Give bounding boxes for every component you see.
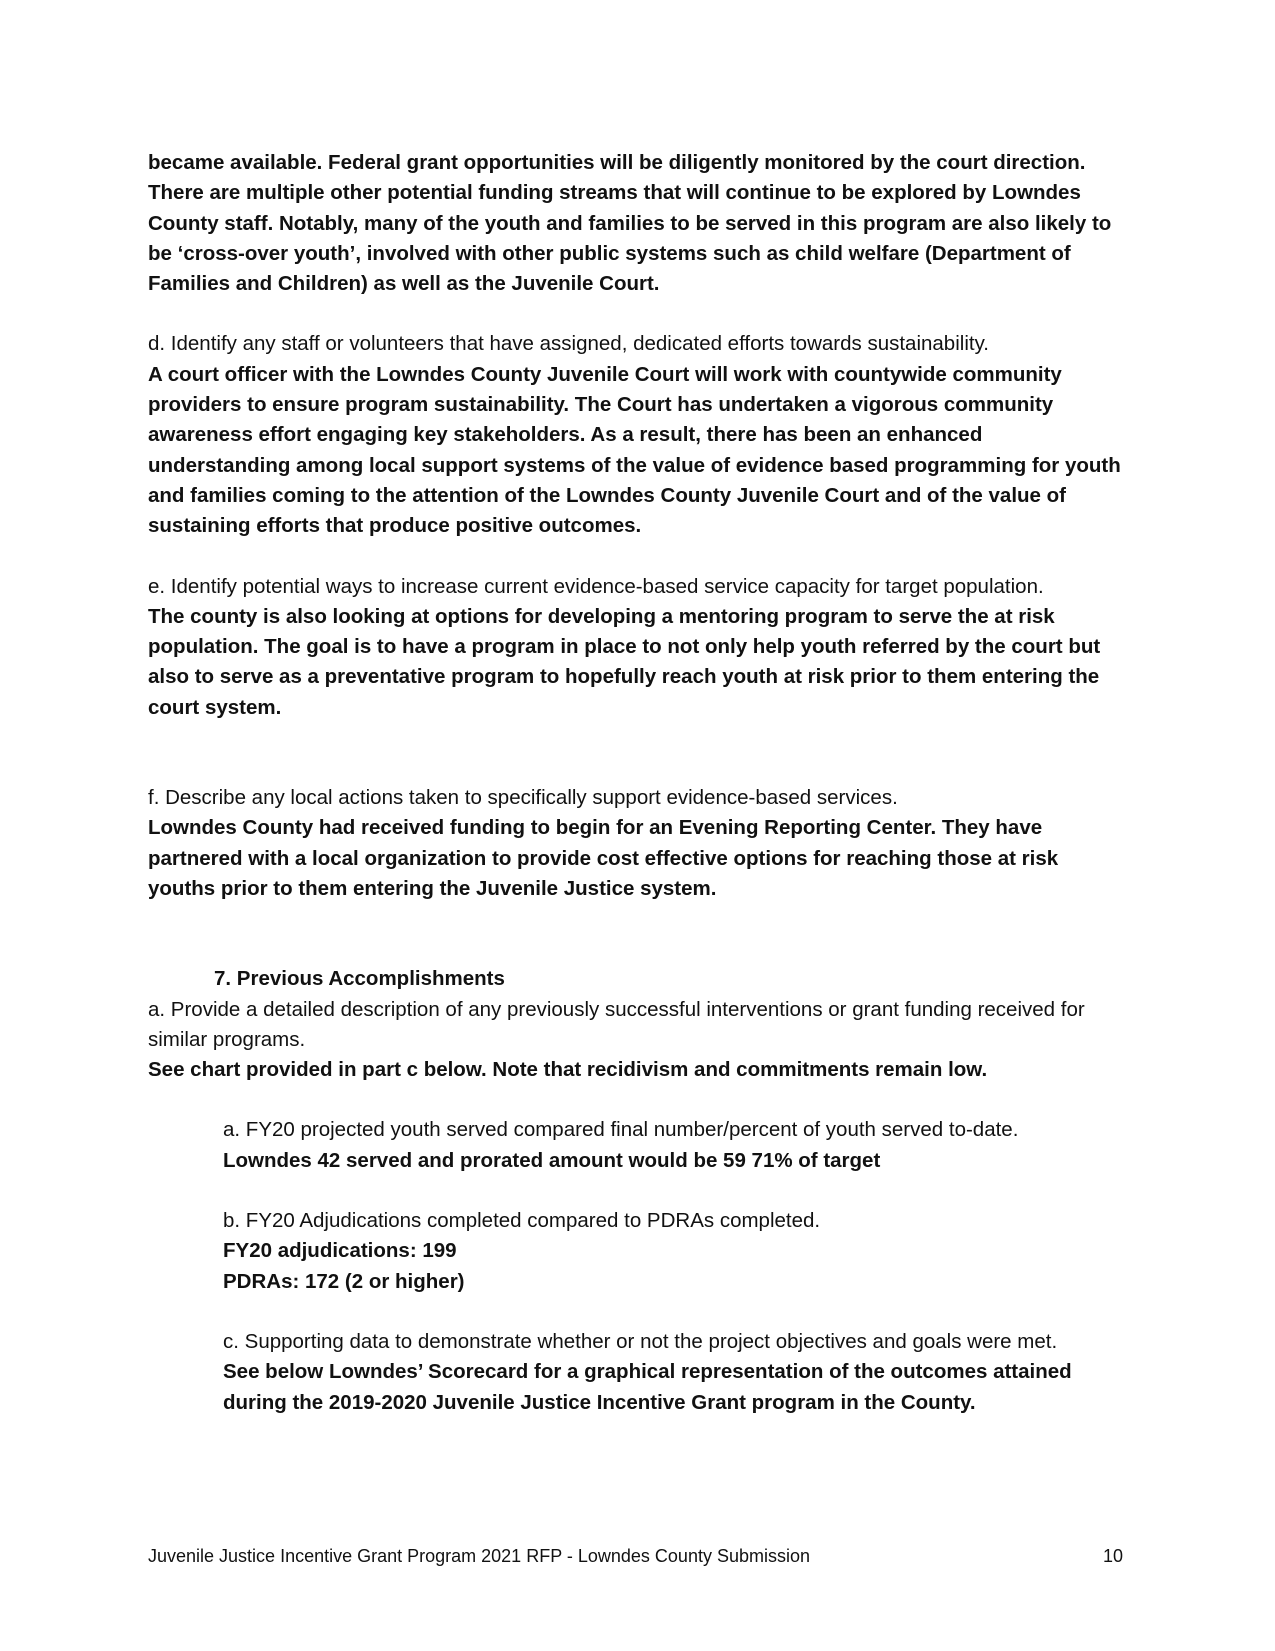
answer-d: A court officer with the Lowndes County Juvenile Court will work with countywide community providers to ensure program sustainability. The Court has undertaken a vigorous community awareness effort engaging key stakeholders. As a result, there has been an enhanced understanding among local support systems of the value of evidence based programming for youth and families coming to the attention of the Lowndes County Juvenile Court and of the value of sustaining efforts that produce positive outcomes.: [148, 362, 1121, 538]
question-7a: a. Provide a detailed description of any previously successful interventions or grant funding received for similar programs.: [148, 997, 1085, 1051]
sub-item-a: [148, 1115, 1123, 1176]
answer-e: The county is also looking at options for developing a mentoring program to serve the at risk population. The goal is to have a program in place to not only help youth referred by the court but also to serve as a preventative program to hopefully reach youth at risk prior to them entering the court system.: [148, 604, 1101, 719]
footer-text: Juvenile Justice Incentive Grant Program 2021 RFP - Lowndes County Submission: [148, 1546, 810, 1566]
sub-item-c: [148, 1327, 1123, 1418]
answer-f: Lowndes County had received funding to begin for an Evening Reporting Center. They have partnered with a local organization to provide cost effective options for reaching those at risk youths prior to them entering the Juvenile Justice system.: [148, 816, 1059, 900]
page-footer: [148, 1545, 1123, 1567]
sub-question-c: c. Supporting data to demonstrate whether or not the project objectives and goals were met.: [223, 1329, 1058, 1353]
intro-paragraph: became available. Federal grant opportunities will be diligently monitored by the court direction. There are multiple other potential funding streams that will continue to be explored by Lowndes County staff. Notably, many of the youth and families to be served in this program are also likely to be ‘cross-over youth’, involved with other public systems such as child welfare (Department of Families and Children) as well as the Juvenile Court.: [148, 151, 1112, 296]
section-heading-previous-accomplishments: 7. Previous Accomplishments: [214, 967, 505, 991]
page-number: 10: [1102, 1546, 1123, 1566]
sub-item-b: [148, 1206, 1123, 1297]
page-body: [148, 148, 1123, 1418]
sub-answer-c: See below Lowndes’ Scorecard for a graphical representation of the outcomes attained during the 2019-2020 Juvenile Justice Incentive Grant program in the County.: [223, 1360, 1072, 1414]
question-d: d. Identify any staff or volunteers that have assigned, dedicated efforts towards sustainability.: [148, 332, 989, 356]
sub-answer-b-pdras: PDRAs: 172 (2 or higher): [223, 1269, 465, 1293]
question-f: f. Describe any local actions taken to specifically support evidence-based services.: [148, 786, 898, 810]
sub-question-a: a. FY20 projected youth served compared final number/percent of youth served to-date.: [223, 1118, 1019, 1142]
answer-7a: See chart provided in part c below. Note that recidivism and commitments remain low.: [148, 1058, 988, 1082]
sub-answer-b-adjudications: FY20 adjudications: 199: [223, 1239, 457, 1263]
question-e: e. Identify potential ways to increase current evidence-based service capacity for target population.: [148, 574, 1044, 598]
sub-answer-a: Lowndes 42 served and prorated amount would be 59 71% of target: [223, 1148, 881, 1172]
sub-question-b: b. FY20 Adjudications completed compared to PDRAs completed.: [223, 1209, 821, 1233]
